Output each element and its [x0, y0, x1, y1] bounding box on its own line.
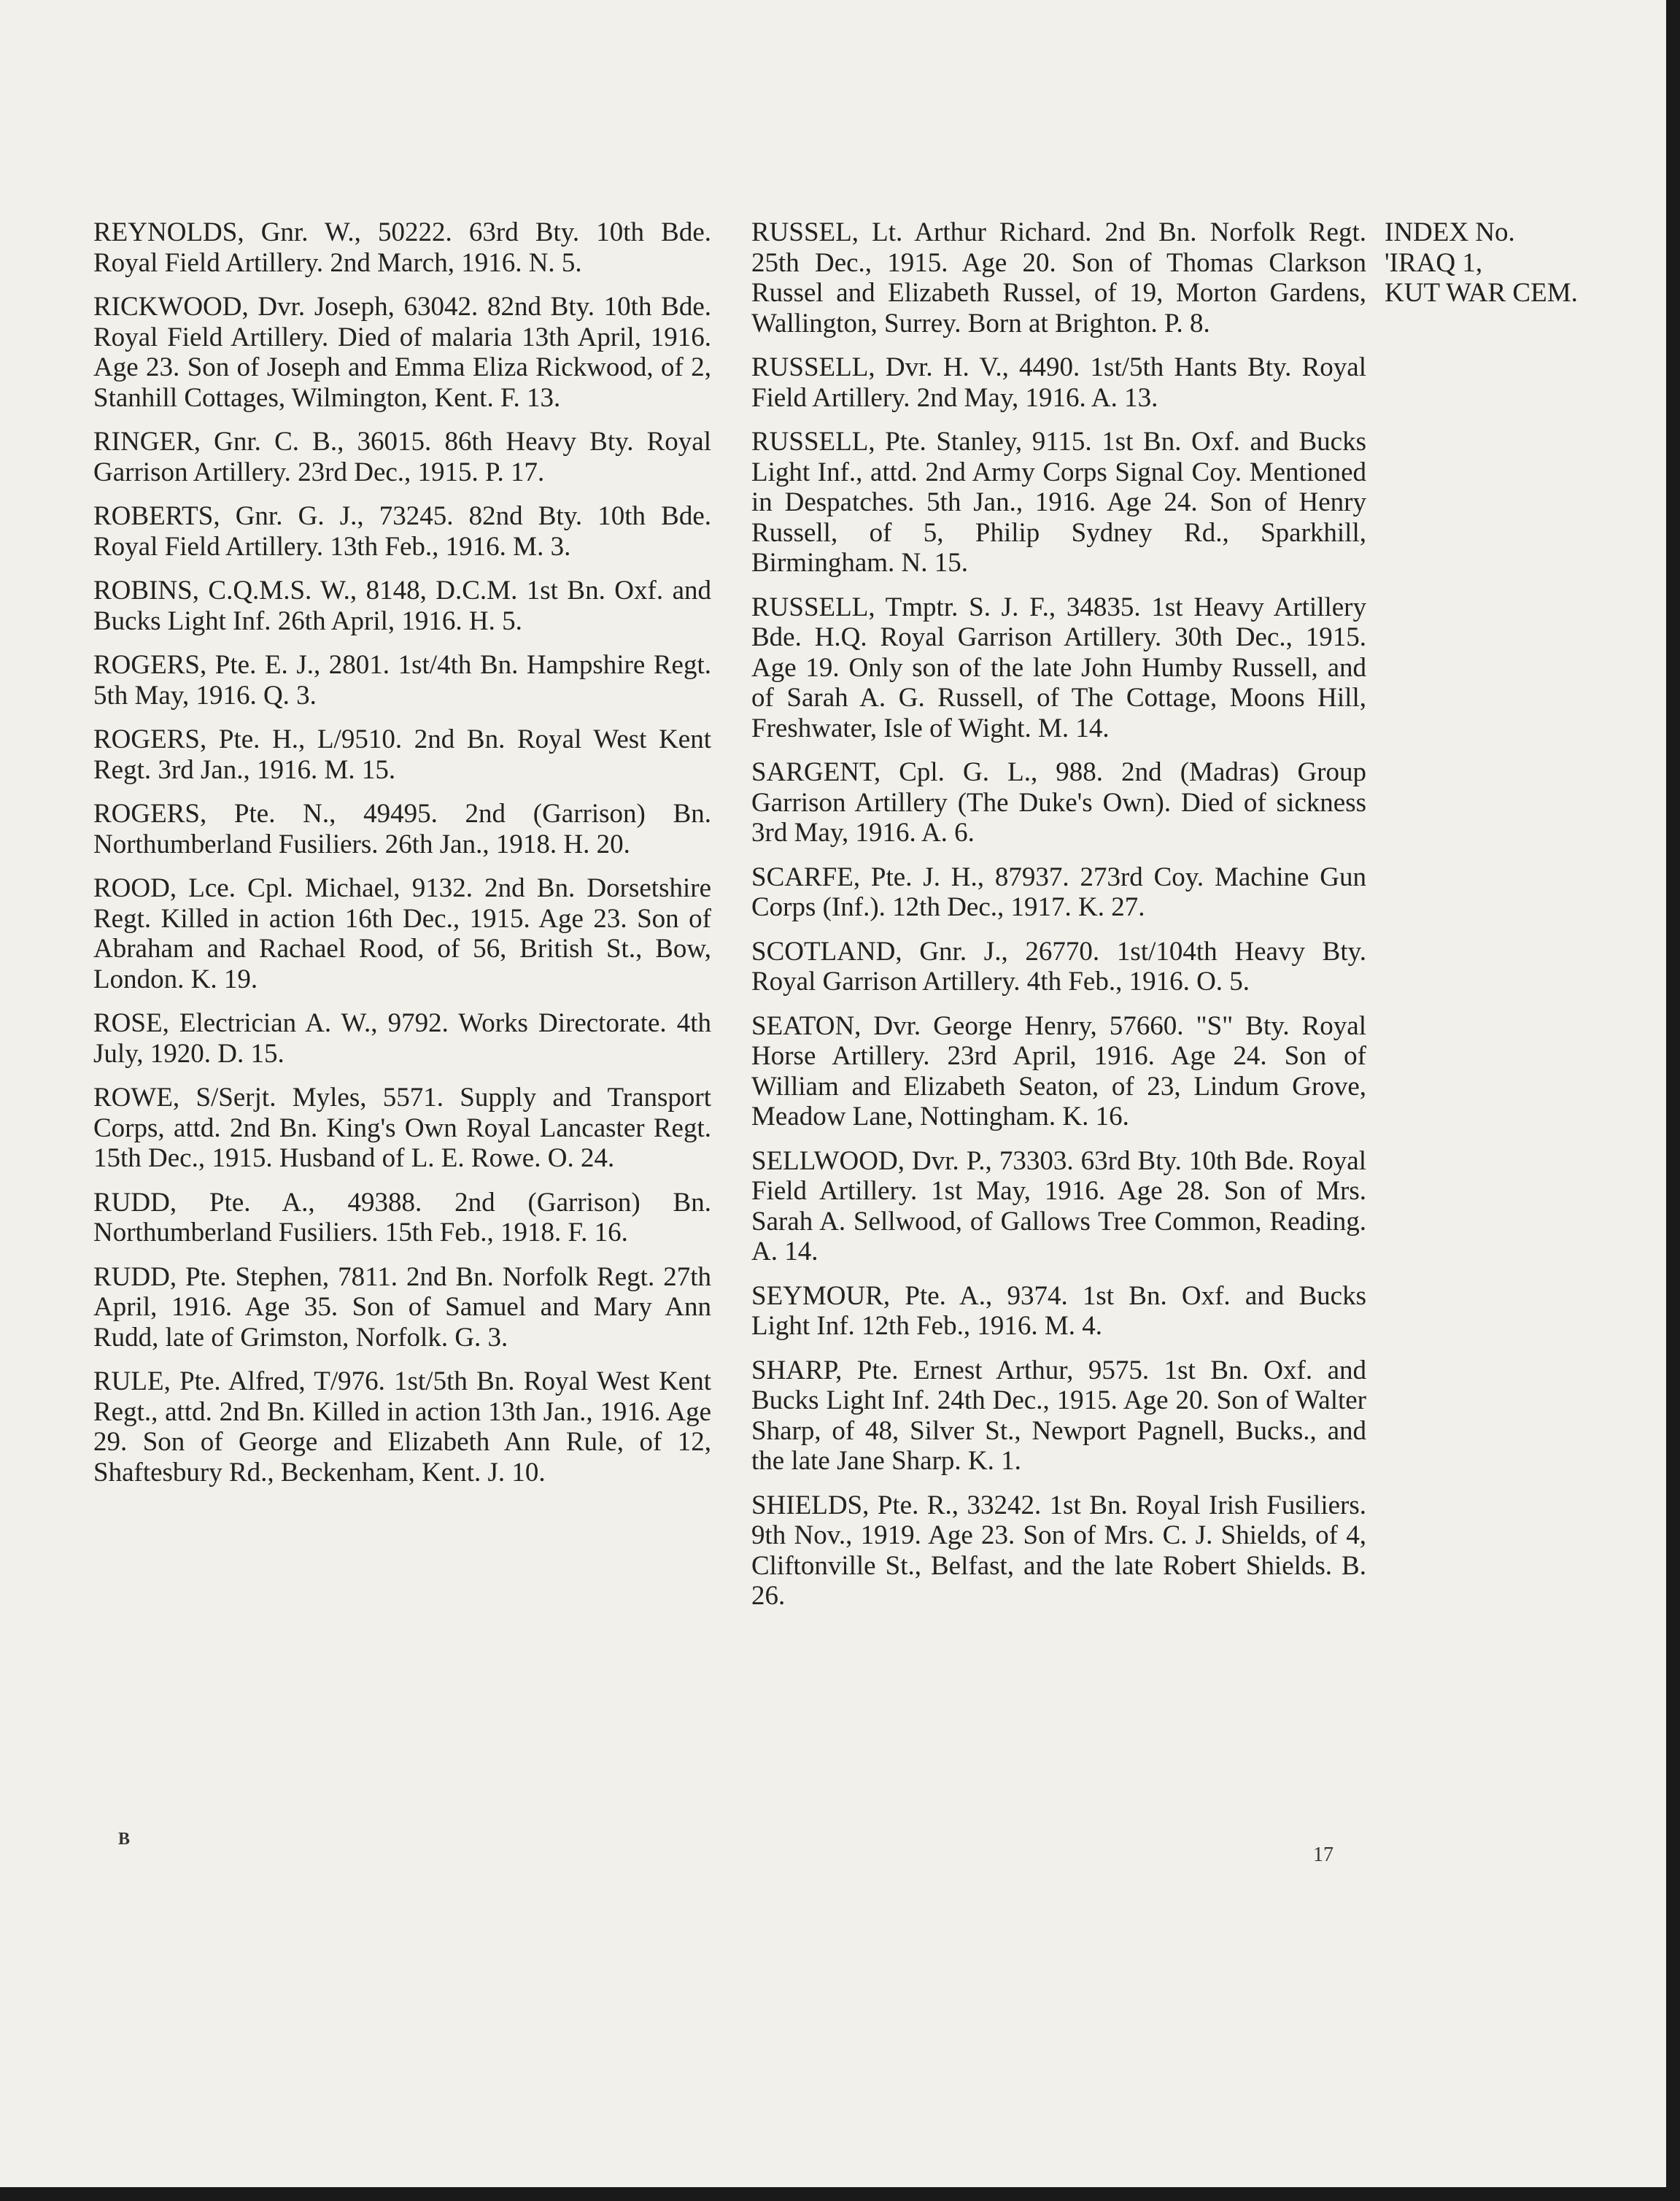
casualty-entry: SARGENT, Cpl. G. L., 988. 2nd (Madras) Group Garrison Artillery (The Duke's Own). Died of sickness 3rd May, 1916. A. 6.	[751, 757, 1366, 848]
casualty-entry: RUSSEL, Lt. Arthur Richard. 2nd Bn. Norfolk Regt. 25th Dec., 1915. Age 20. Son of Thomas Clarkson Russel and Elizabeth Russel, of 19, Morton Gardens, Wallington, Surrey. Born at Brighton. P. 8.	[751, 217, 1366, 339]
casualty-entry: RICKWOOD, Dvr. Joseph, 63042. 82nd Bty. 10th Bde. Royal Field Artillery. Died of malaria 13th April, 1916. Age 23. Son of Joseph and Emma Eliza Rickwood, of 2, Stanhill Cottages, Wilmington, Kent. F. 13.	[93, 292, 711, 413]
page-number: 17	[1313, 1844, 1333, 1866]
cemetery-index	[1385, 217, 1662, 309]
casualty-entry: RINGER, Gnr. C. B., 36015. 86th Heavy Bty. Royal Garrison Artillery. 23rd Dec., 1915. P. 17.	[93, 427, 711, 487]
casualty-entry: RUDD, Pte. Stephen, 7811. 2nd Bn. Norfolk Regt. 27th April, 1916. Age 35. Son of Samuel and Mary Ann Rudd, late of Grimston, Norfolk. G. 3.	[93, 1261, 711, 1353]
casualty-entry: REYNOLDS, Gnr. W., 50222. 63rd Bty. 10th Bde. Royal Field Artillery. 2nd March, 1916. N. 5.	[93, 217, 711, 278]
casualty-entry: SEYMOUR, Pte. A., 9374. 1st Bn. Oxf. and Bucks Light Inf. 12th Feb., 1916. M. 4.	[751, 1280, 1366, 1341]
casualty-entry: ROGERS, Pte. E. J., 2801. 1st/4th Bn. Hampshire Regt. 5th May, 1916. Q. 3.	[93, 650, 711, 711]
casualty-entry: ROWE, S/Serjt. Myles, 5571. Supply and Transport Corps, attd. 2nd Bn. King's Own Royal Lancaster Regt. 15th Dec., 1915. Husband of L. E. Rowe. O. 24.	[93, 1083, 711, 1173]
casualty-entry: SHARP, Pte. Ernest Arthur, 9575. 1st Bn. Oxf. and Bucks Light Inf. 24th Dec., 1915. Age 20. Son of Walter Sharp, of 48, Silver St., Newport Pagnell, Bucks., and the late Jane Sharp. K. 1.	[751, 1355, 1366, 1476]
left-column	[93, 217, 711, 1501]
index-line: 'IRAQ 1,	[1385, 247, 1483, 278]
casualty-entry: RUSSELL, Pte. Stanley, 9115. 1st Bn. Oxf. and Bucks Light Inf., attd. 2nd Army Corps Signal Coy. Mentioned in Despatches. 5th Jan., 1916. Age 24. Son of Henry Russell, of 5, Philip Sydney Rd., Sparkhill, Birmingham. N. 15.	[751, 427, 1366, 578]
right-column	[751, 217, 1366, 1625]
casualty-entry: RUSSELL, Tmptr. S. J. F., 34835. 1st Heavy Artillery Bde. H.Q. Royal Garrison Artillery. 30th Dec., 1915. Age 19. Only son of the late John Humby Russell, and of Sarah A. G. Russell, of The Cottage, Moons Hill, Freshwater, Isle of Wight. M. 14.	[751, 592, 1366, 743]
index-line: INDEX No.	[1385, 217, 1515, 247]
casualty-entry: RUDD, Pte. A., 49388. 2nd (Garrison) Bn. Northumberland Fusiliers. 15th Feb., 1918. F. 16.	[93, 1187, 711, 1248]
casualty-entry: ROGERS, Pte. N., 49495. 2nd (Garrison) Bn. Northumberland Fusiliers. 26th Jan., 1918. H. 20.	[93, 799, 711, 859]
index-line: KUT WAR CEM.	[1385, 278, 1578, 308]
casualty-entry: RULE, Pte. Alfred, T/976. 1st/5th Bn. Royal West Kent Regt., attd. 2nd Bn. Killed in action 13th Jan., 1916. Age 29. Son of George and Elizabeth Ann Rule, of 12, Shaftesbury Rd., Beckenham, Kent. J. 10.	[93, 1366, 711, 1488]
casualty-entry: ROGERS, Pte. H., L/9510. 2nd Bn. Royal West Kent Regt. 3rd Jan., 1916. M. 15.	[93, 724, 711, 785]
casualty-entry: RUSSELL, Dvr. H. V., 4490. 1st/5th Hants Bty. Royal Field Artillery. 2nd May, 1916. A. 13.	[751, 352, 1366, 413]
casualty-entry: SEATON, Dvr. George Henry, 57660. "S" Bty. Royal Horse Artillery. 23rd April, 1916. Age 24. Son of William and Elizabeth Seaton, of 23, Lindum Grove, Meadow Lane, Nottingham. K. 16.	[751, 1010, 1366, 1132]
casualty-entry: ROBINS, C.Q.M.S. W., 8148, D.C.M. 1st Bn. Oxf. and Bucks Light Inf. 26th April, 1916. H. 5.	[93, 576, 711, 636]
signature-mark: B	[118, 1830, 131, 1849]
casualty-entry: SHIELDS, Pte. R., 33242. 1st Bn. Royal Irish Fusiliers. 9th Nov., 1919. Age 23. Son of Mrs. C. J. Shields, of 4, Cliftonville St., Belfast, and the late Robert Shields. B. 26.	[751, 1490, 1366, 1611]
casualty-entry: SCOTLAND, Gnr. J., 26770. 1st/104th Heavy Bty. Royal Garrison Artillery. 4th Feb., 1916. O. 5.	[751, 936, 1366, 997]
casualty-entry: ROOD, Lce. Cpl. Michael, 9132. 2nd Bn. Dorsetshire Regt. Killed in action 16th Dec., 1915. Age 23. Son of Abraham and Rachael Rood, of 56, British St., Bow, London. K. 19.	[93, 873, 711, 994]
casualty-entry: SCARFE, Pte. J. H., 87937. 273rd Coy. Machine Gun Corps (Inf.). 12th Dec., 1917. K. 27.	[751, 862, 1366, 922]
casualty-entry: SELLWOOD, Dvr. P., 73303. 63rd Bty. 10th Bde. Royal Field Artillery. 1st May, 1916. Age 28. Son of Mrs. Sarah A. Sellwood, of Gallows Tree Common, Reading. A. 14.	[751, 1145, 1366, 1266]
casualty-entry: ROSE, Electrician A. W., 9792. Works Directorate. 4th July, 1920. D. 15.	[93, 1008, 711, 1069]
casualty-entry: ROBERTS, Gnr. G. J., 73245. 82nd Bty. 10th Bde. Royal Field Artillery. 13th Feb., 1916. M. 3.	[93, 501, 711, 562]
